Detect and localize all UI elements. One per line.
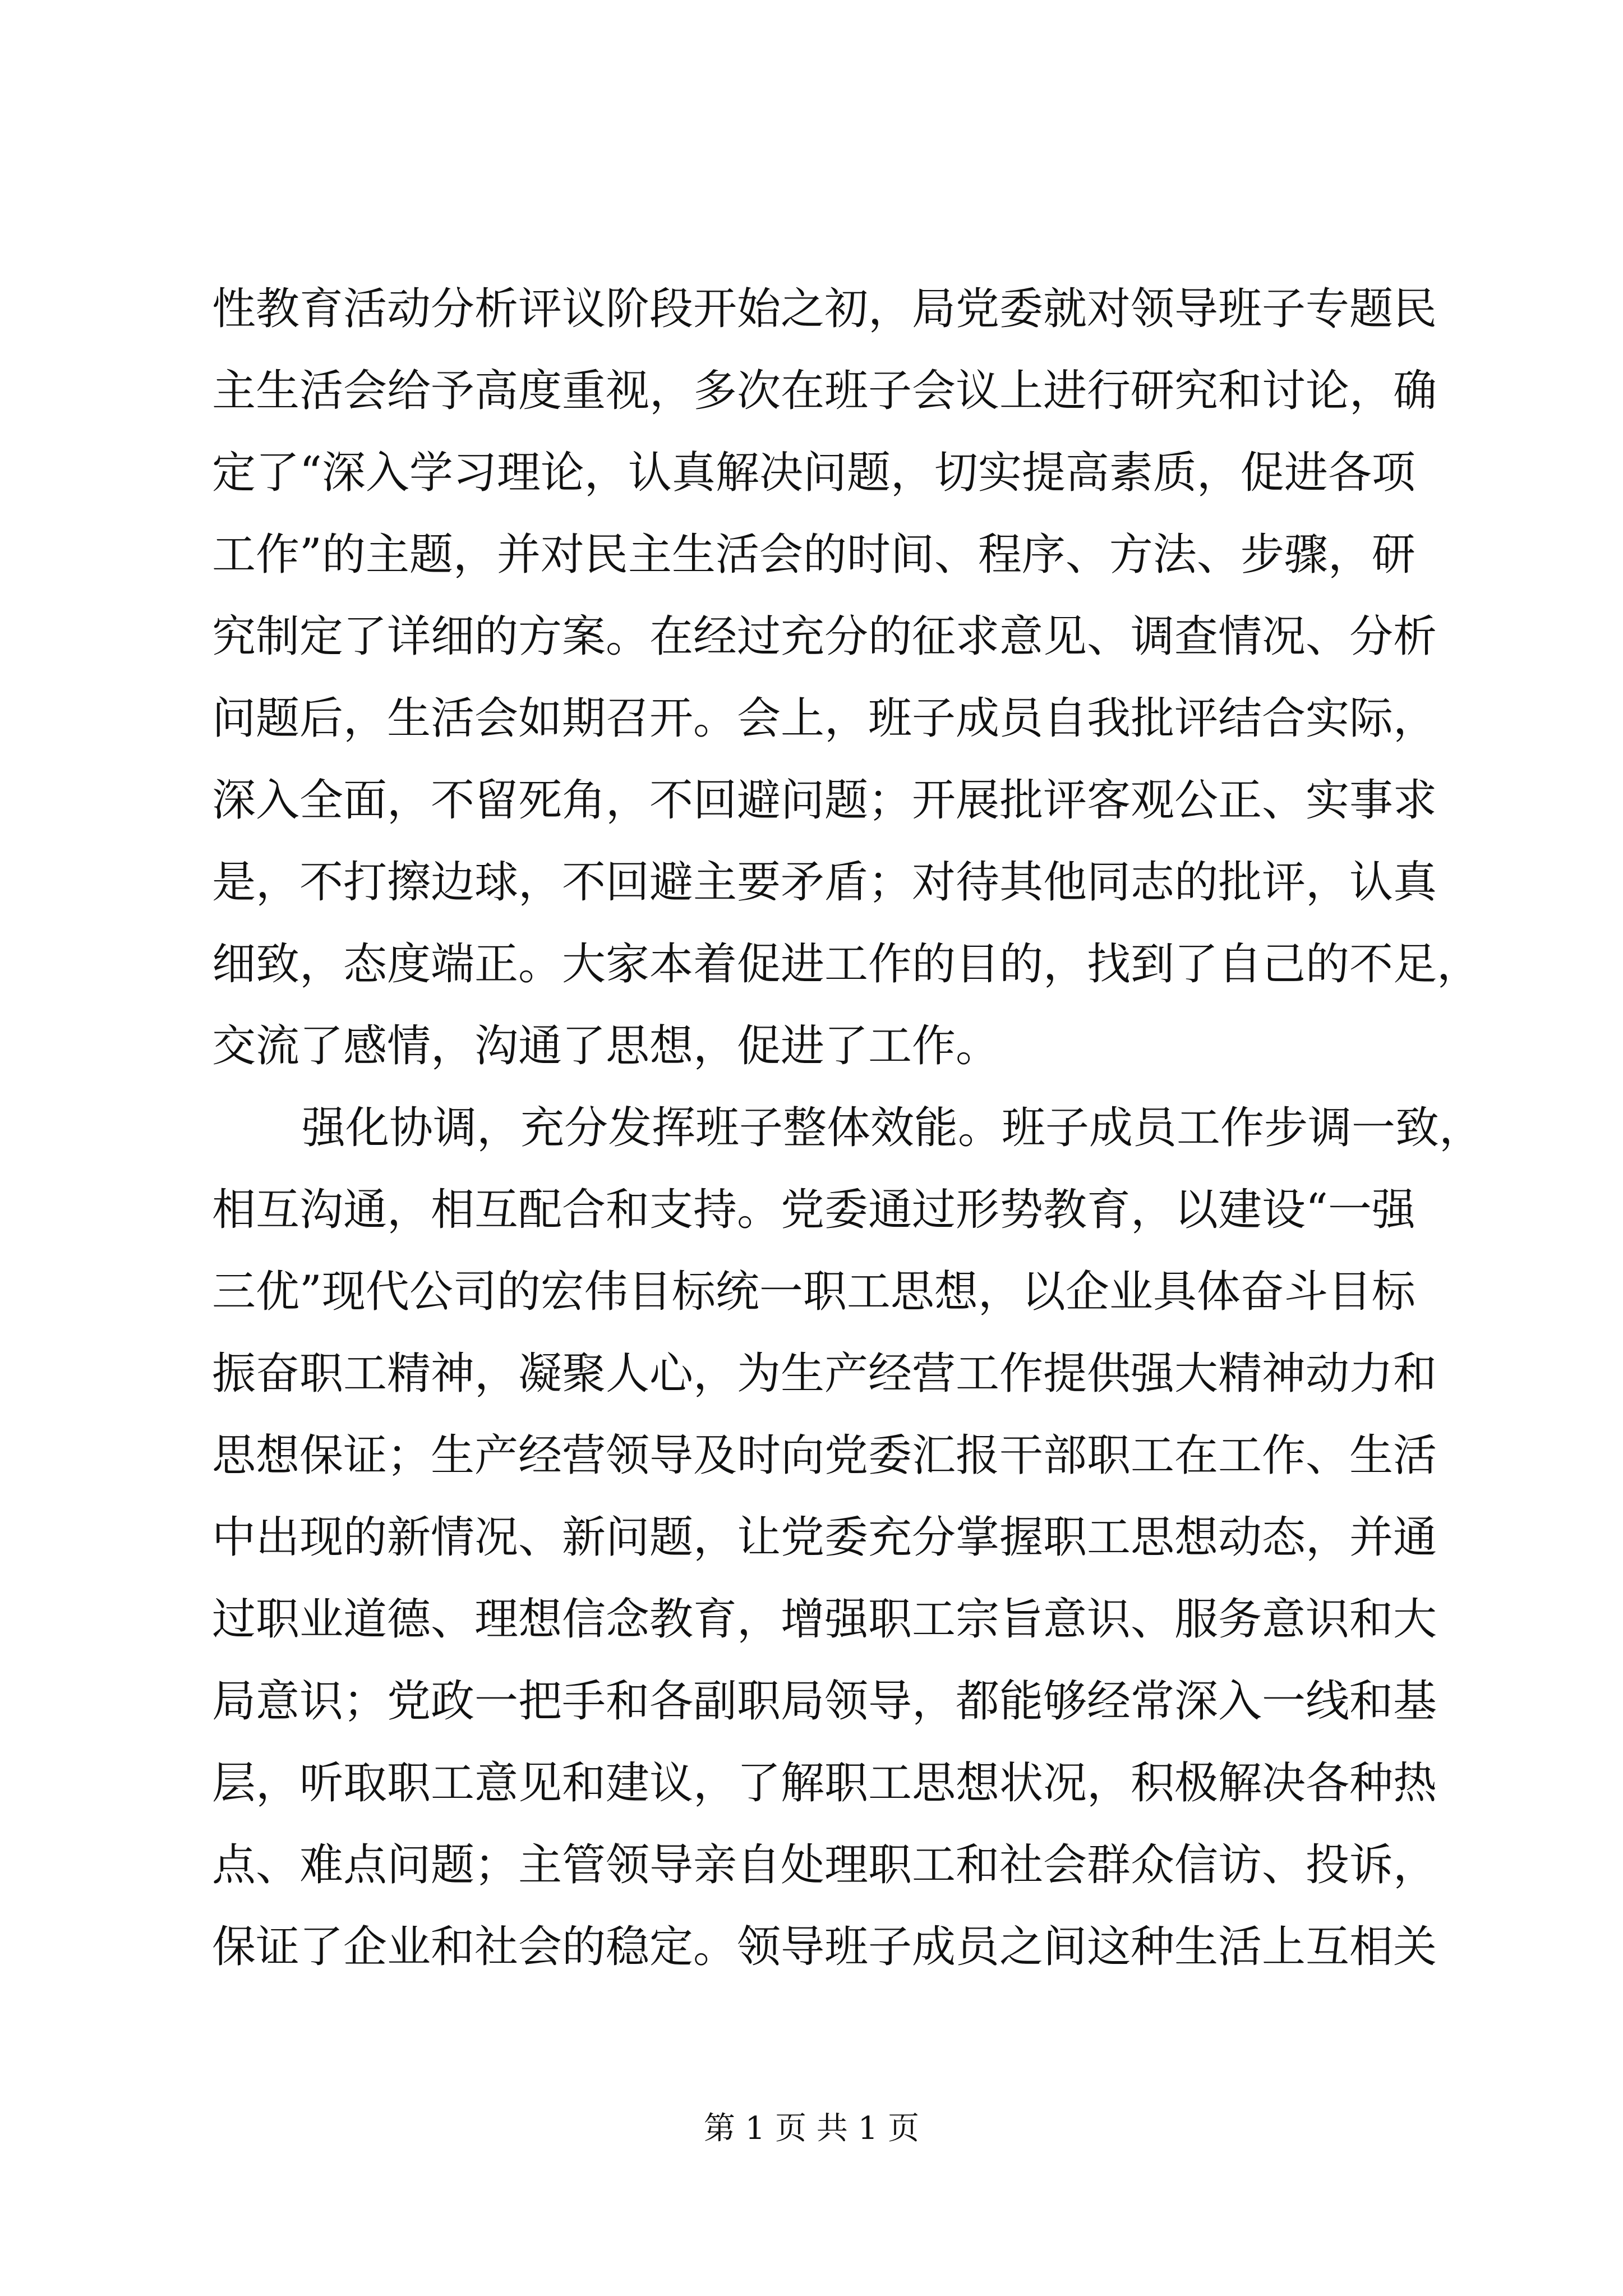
paragraph-2-line-4: 振奋职工精神，凝聚人心，为生产经营工作提供强大精神动力和 [212, 1349, 1437, 1399]
paragraph-1-line-3: 定了“深入学习理论，认真解决问题，切实提高素质，促进各项 [212, 448, 1415, 498]
paragraph-1-line-2: 主生活会给予高度重视，多次在班子会议上进行研究和讨论，确 [212, 366, 1437, 416]
paragraph-2-line-2: 相互沟通，相互配合和支持。党委通过形势教育，以建设“一强 [212, 1185, 1415, 1235]
paragraph-1-line-4: 工作”的主题，并对民主生活会的时间、程序、方法、步骤，研 [212, 530, 1415, 580]
paragraph-2-line-11: 保证了企业和社会的稳定。领导班子成员之间这种生活上互相关 [212, 1922, 1437, 1972]
page-footer [0, 2109, 1623, 2148]
paragraph-2-line-5: 思想保证；生产经营领导及时向党委汇报干部职工在工作、生活 [212, 1430, 1437, 1481]
paragraph-1-line-7: 深入全面，不留死角，不回避问题；开展批评客观公正、实事求 [212, 775, 1437, 826]
paragraph-2-line-9: 层，听取职工意见和建议，了解职工思想状况，积极解决各种热 [212, 1758, 1437, 1809]
paragraph-1-line-1: 性教育活动分析评议阶段开始之初，局党委就对领导班子专题民 [212, 284, 1437, 334]
paragraph-2-line-7: 过职业道德、理想信念教育，增强职工宗旨意识、服务意识和大 [212, 1594, 1437, 1645]
paragraph-1-line-6: 问题后，生活会如期召开。会上，班子成员自我批评结合实际， [212, 693, 1437, 744]
page-number-label: 第 1 页 共 1 页 [703, 2110, 920, 2147]
paragraph-1-line-10: 交流了感情，沟通了思想，促进了工作。 [212, 1021, 1000, 1071]
paragraph-2-line-6: 中出现的新情况、新问题，让党委充分掌握职工思想动态，并通 [212, 1512, 1437, 1563]
paragraph-1-line-5: 究制定了详细的方案。在经过充分的征求意见、调查情况、分析 [212, 611, 1437, 662]
paragraph-2-line-8: 局意识；党政一把手和各副职局领导，都能够经常深入一线和基 [212, 1676, 1437, 1727]
paragraph-1-line-9: 细致，态度端正。大家本着促进工作的目的，找到了自己的不足， [212, 939, 1481, 990]
paragraph-2-line-3: 三优”现代公司的宏伟目标统一职工思想，以企业具体奋斗目标 [212, 1267, 1415, 1317]
body-text [212, 268, 1483, 1988]
paragraph-2-line-10: 点、难点问题；主管领导亲自处理职工和社会群众信访、投诉， [212, 1840, 1437, 1890]
paragraph-2-line-1: 强化协调，充分发挥班子整体效能。班子成员工作步调一致， [302, 1103, 1483, 1153]
paragraph-1-line-8: 是，不打擦边球，不回避主要矛盾；对待其他同志的批评，认真 [212, 857, 1437, 908]
